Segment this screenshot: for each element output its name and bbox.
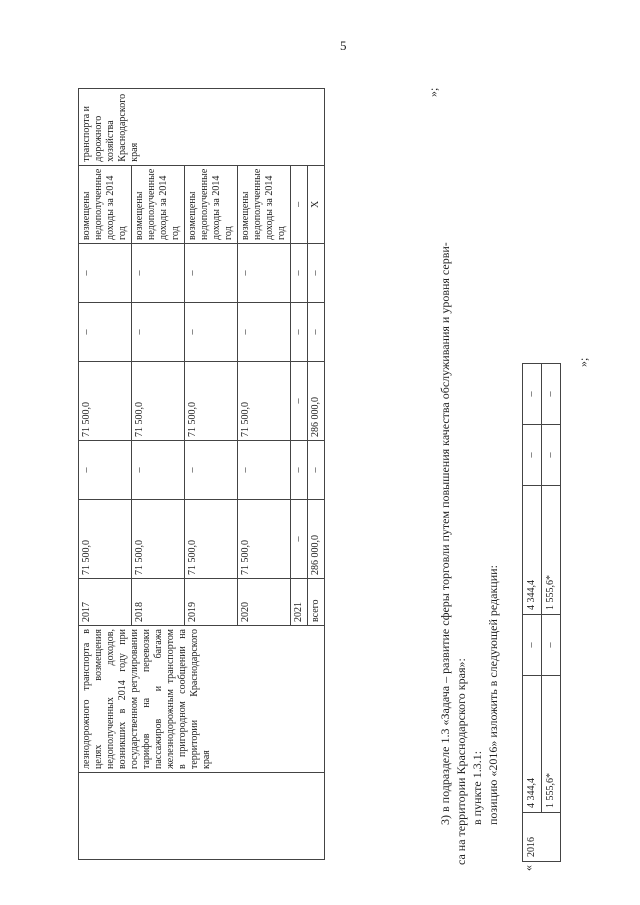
- row-regional: 71 500,0: [238, 362, 291, 441]
- row-extra: –: [308, 244, 325, 303]
- row-year: 2017: [79, 579, 132, 626]
- main-table: [78, 88, 325, 860]
- paragraph-instruction: позицию «2016» изложить в следующей редакции:: [486, 565, 500, 825]
- closing-quote: »;: [576, 357, 590, 367]
- row-year: всего: [308, 579, 325, 626]
- row-local: –: [523, 425, 542, 486]
- paragraph-subsection-cont: са на территории Краснодарского края»:: [454, 658, 468, 865]
- row-extra: –: [542, 364, 561, 425]
- row-year: 2016: [523, 813, 561, 862]
- row-year: 2021: [291, 579, 308, 626]
- row-local: –: [542, 425, 561, 486]
- row-federal: –: [79, 441, 132, 500]
- row-regional: 71 500,0: [185, 362, 238, 441]
- table-row: [542, 364, 561, 862]
- row-federal: –: [238, 441, 291, 500]
- row-regional: 4 344,4: [523, 486, 542, 615]
- row-result: возмещены недополученные доходы за 2014 год: [79, 165, 132, 243]
- row-federal: –: [185, 441, 238, 500]
- row-local: –: [185, 303, 238, 362]
- row-extra: –: [185, 244, 238, 303]
- row-result: возмещены недополученные доходы за 2014 год: [238, 165, 291, 243]
- row-federal: –: [308, 441, 325, 500]
- row-federal: –: [132, 441, 185, 500]
- row-regional: 1 555,6*: [542, 486, 561, 615]
- row-extra: –: [79, 244, 132, 303]
- table-cell-empty: [79, 773, 325, 860]
- row-local: –: [132, 303, 185, 362]
- row-extra: –: [523, 364, 542, 425]
- row-result: возмещены недополученные доходы за 2014 год: [132, 165, 185, 243]
- row-total: 71 500,0: [132, 500, 185, 579]
- row-federal: –: [523, 615, 542, 676]
- paragraph-subsection: 3) в подразделе 1.3 «Задача – развитие сферы торговли путем повышения качества обслуживания и уровня серви-: [438, 242, 452, 825]
- executor: транспорта и дорожного хозяйства Краснодарского края: [79, 88, 325, 165]
- row-regional: 71 500,0: [79, 362, 132, 441]
- row-extra: –: [238, 244, 291, 303]
- row-regional: 71 500,0: [132, 362, 185, 441]
- row-local: –: [308, 303, 325, 362]
- row-total: 71 500,0: [238, 500, 291, 579]
- table-row: [79, 88, 132, 859]
- row-extra: –: [132, 244, 185, 303]
- row-regional: 286 000,0: [308, 362, 325, 441]
- row-result: возмещены недополученные доходы за 2014 год: [185, 165, 238, 243]
- row-result: X: [308, 165, 325, 243]
- row-total: 71 500,0: [79, 500, 132, 579]
- page-number: 5: [340, 38, 347, 53]
- row-federal: –: [291, 441, 308, 500]
- row-total: 1 555,6*: [542, 676, 561, 813]
- row-extra: –: [291, 244, 308, 303]
- row-total: 71 500,0: [185, 500, 238, 579]
- row-local: –: [79, 303, 132, 362]
- row-total: –: [291, 500, 308, 579]
- table-row: [523, 364, 542, 862]
- row-total: 4 344,4: [523, 676, 542, 813]
- row-regional: –: [291, 362, 308, 441]
- paragraph-item: в пункте 1.3.1:: [470, 750, 484, 825]
- row-year: 2019: [185, 579, 238, 626]
- closing-quote: »;: [426, 87, 440, 97]
- row-year: 2018: [132, 579, 185, 626]
- row-local: –: [238, 303, 291, 362]
- row-total: 286 000,0: [308, 500, 325, 579]
- row-local: –: [291, 303, 308, 362]
- row-year: 2020: [238, 579, 291, 626]
- opening-quote: «: [521, 865, 535, 871]
- measure-description: лезнодорожного транспорта в целях возмещения недополученных доходов, возникших в 2014 году при государственном регулировании тарифов на перевозки пассажиров и багажа железнодорожным транспортом в пригородном сообщении на территории Краснодарского края: [79, 626, 325, 773]
- row-federal: –: [542, 615, 561, 676]
- row-result: –: [291, 165, 308, 243]
- amendment-table: [522, 363, 561, 862]
